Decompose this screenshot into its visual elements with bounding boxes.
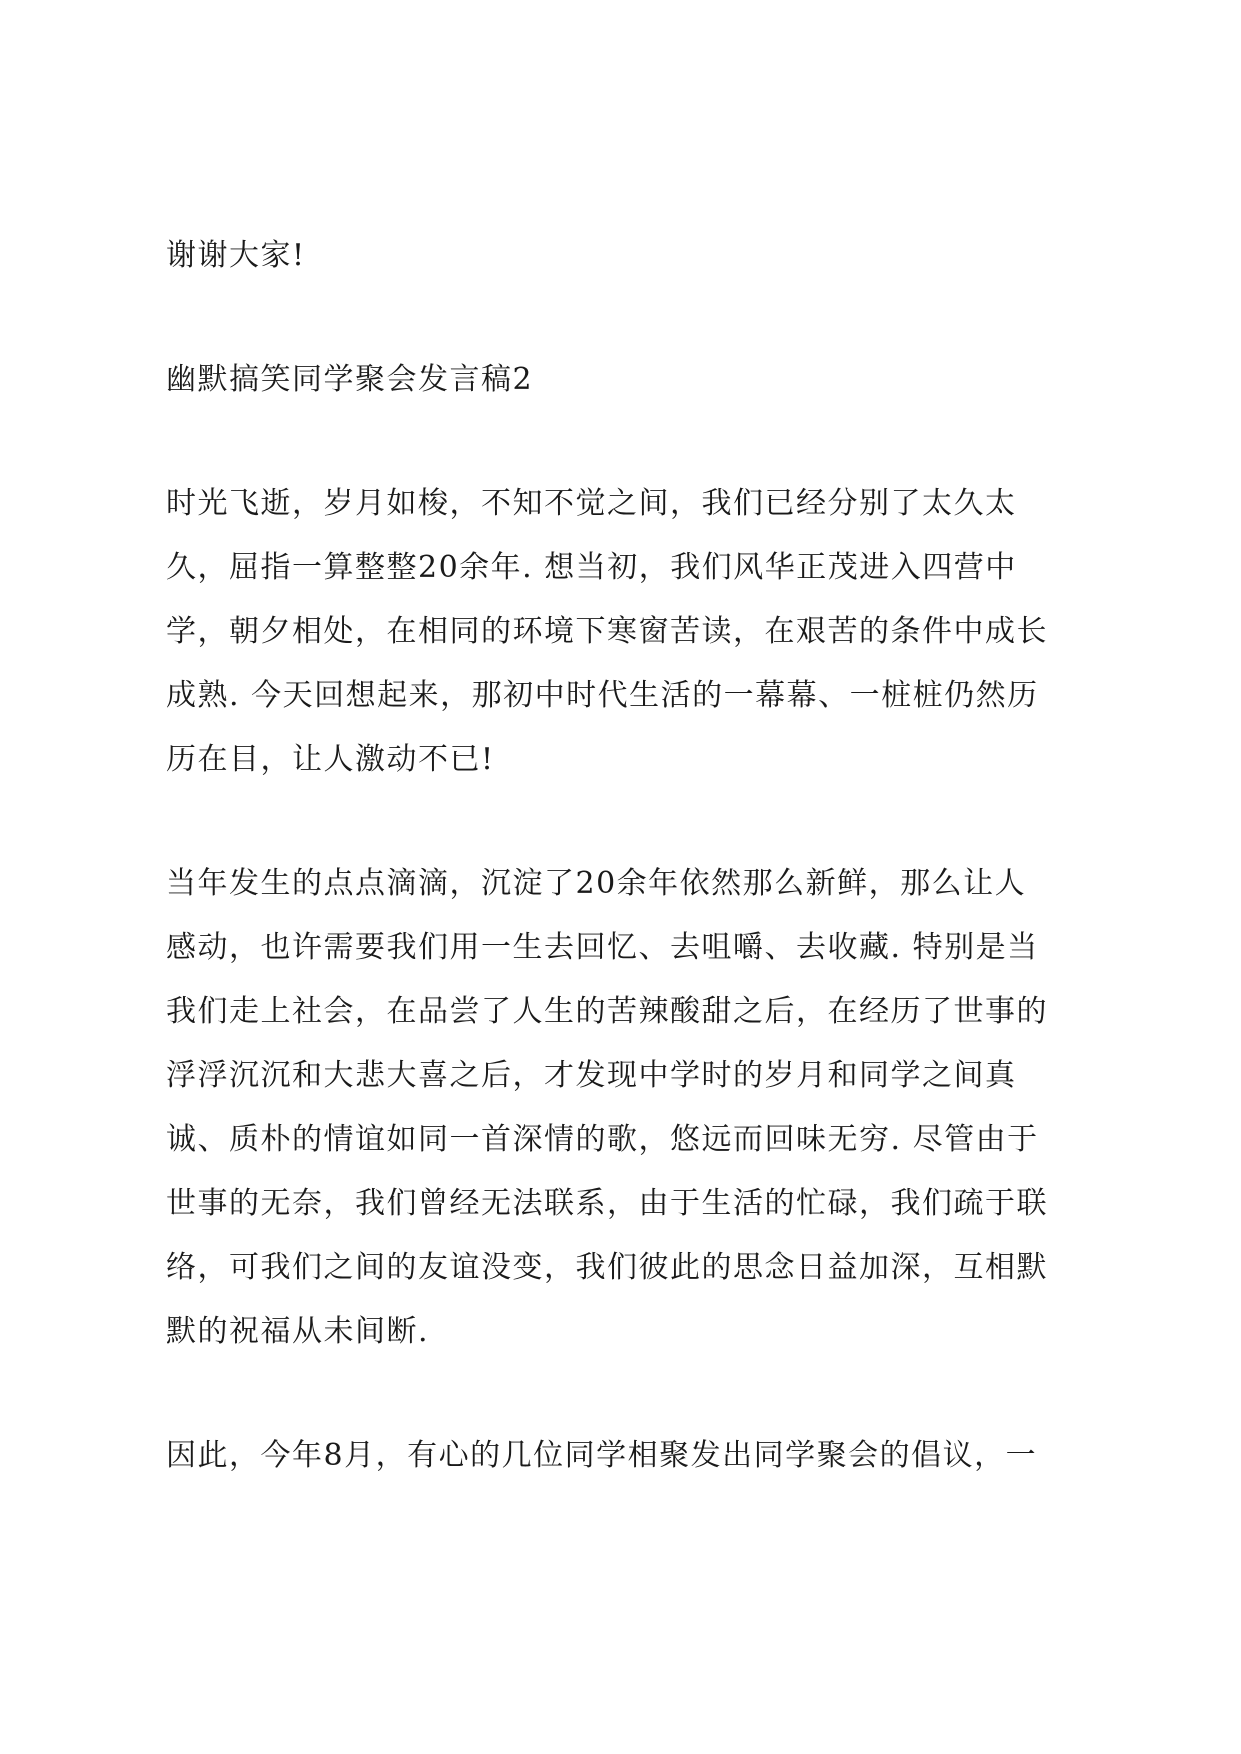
paragraph-1 xyxy=(166,472,1096,792)
document-body xyxy=(166,224,1096,1488)
text-line: 因此，今年8月，有心的几位同学相聚发出同学聚会的倡议，一 xyxy=(166,1438,1038,1473)
section-heading xyxy=(166,348,1096,412)
closing-line xyxy=(166,224,1096,288)
text-line: 络，可我们之间的友谊没变，我们彼此的思念日益加深，互相默 xyxy=(166,1250,1048,1285)
text-line: 幽默搞笑同学聚会发言稿2 xyxy=(166,362,534,397)
text-line: 谢谢大家! xyxy=(166,238,306,273)
paragraph-gap xyxy=(166,412,1096,472)
paragraph-gap xyxy=(166,792,1096,852)
paragraph-gap xyxy=(166,288,1096,348)
text-line: 我们走上社会，在品尝了人生的苦辣酸甜之后，在经历了世事的 xyxy=(166,994,1048,1029)
text-line: 世事的无奈，我们曾经无法联系，由于生活的忙碌，我们疏于联 xyxy=(166,1186,1048,1221)
text-line: 默的祝福从未间断. xyxy=(166,1314,430,1349)
text-line: 时光飞逝，岁月如梭，不知不觉之间，我们已经分别了太久太 xyxy=(166,486,1017,521)
text-line: 成熟. 今天回想起来，那初中时代生活的一幕幕、一桩桩仍然历 xyxy=(166,678,1039,713)
text-line: 久，屈指一算整整20余年. 想当初，我们风华正茂进入四营中 xyxy=(166,550,1017,585)
paragraph-3 xyxy=(166,1424,1096,1488)
text-line: 历在目，让人激动不已! xyxy=(166,742,495,777)
text-line: 诚、质朴的情谊如同一首深情的歌，悠远而回味无穷. 尽管由于 xyxy=(166,1122,1039,1157)
text-line: 感动，也许需要我们用一生去回忆、去咀嚼、去收藏. 特别是当 xyxy=(166,930,1039,965)
paragraph-2 xyxy=(166,852,1096,1364)
text-line: 浮浮沉沉和大悲大喜之后，才发现中学时的岁月和同学之间真 xyxy=(166,1058,1017,1093)
text-line: 学，朝夕相处，在相同的环境下寒窗苦读，在艰苦的条件中成长 xyxy=(166,614,1048,649)
text-line: 当年发生的点点滴滴，沉淀了20余年依然那么新鲜，那么让人 xyxy=(166,866,1027,901)
paragraph-gap xyxy=(166,1364,1096,1424)
